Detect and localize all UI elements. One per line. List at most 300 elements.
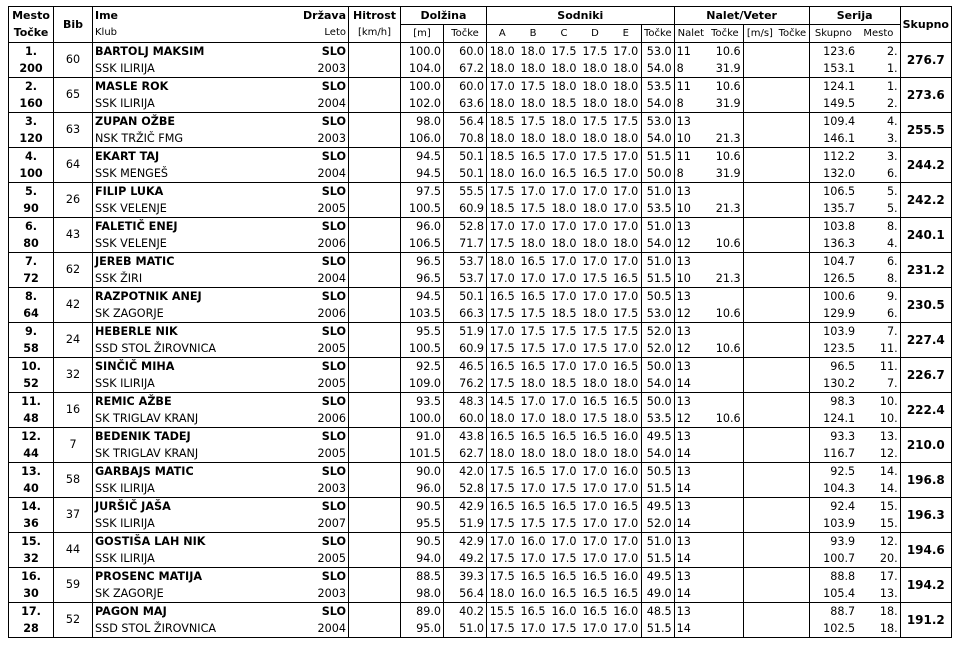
gate-points: 21.3 xyxy=(707,270,743,288)
table-row xyxy=(9,603,952,621)
rank: 16. xyxy=(9,568,54,586)
distance-points: 76.2 xyxy=(444,375,487,393)
judge-score: 17.0 xyxy=(518,550,549,568)
speed xyxy=(349,533,401,551)
club: SSD STOL ŽIROVNICA xyxy=(93,340,264,358)
judge-score: 18.0 xyxy=(549,235,580,253)
judge-score: 17.0 xyxy=(611,550,642,568)
judge-score: 15.5 xyxy=(489,604,515,618)
table-row xyxy=(9,428,952,446)
judge-score: 17.0 xyxy=(582,254,608,268)
header-row-1 xyxy=(9,7,952,25)
speed xyxy=(349,270,401,288)
style-points: 53.0 xyxy=(642,43,675,61)
judge-score: 18.0 xyxy=(549,445,580,463)
judge-score: 17.0 xyxy=(582,534,608,548)
judge-score: 17.5 xyxy=(580,270,611,288)
wind-points xyxy=(776,585,809,603)
rank-points: 80 xyxy=(9,235,54,253)
judge-score: 17.5 xyxy=(611,323,642,341)
gate-points: 31.9 xyxy=(707,95,743,113)
round-rank: 20. xyxy=(857,550,900,568)
judge-score: 17.0 xyxy=(611,480,642,498)
rank-points: 58 xyxy=(9,340,54,358)
bib: 60 xyxy=(54,43,93,78)
wind xyxy=(743,183,776,201)
speed xyxy=(349,165,401,183)
gate-points xyxy=(707,358,743,376)
judge-score: 17.0 xyxy=(580,515,611,533)
round-total: 109.4 xyxy=(823,114,856,128)
wind-points xyxy=(776,95,809,113)
header-m: [m] xyxy=(401,25,444,43)
judge-score: 18.0 xyxy=(549,200,580,218)
judge-score: 17.5 xyxy=(582,149,608,163)
judge-score: 16.0 xyxy=(520,534,546,548)
gate: 10 xyxy=(674,200,707,218)
grand-total: 194.2 xyxy=(900,568,951,603)
distance-points: 60.0 xyxy=(444,78,487,96)
athlete-name: PAGON MAJ xyxy=(95,604,167,618)
round-rank: 6. xyxy=(857,165,900,183)
table-row xyxy=(9,148,952,166)
club: SK ZAGORJE xyxy=(93,585,264,603)
style-points: 53.0 xyxy=(642,113,675,131)
wind xyxy=(743,78,776,96)
speed xyxy=(349,148,401,166)
header-judge-d: D xyxy=(580,25,611,43)
athlete-name: SINČIČ MIHA xyxy=(95,359,175,373)
header-klub: Klub xyxy=(93,25,264,43)
round-rank: 2. xyxy=(857,43,900,61)
header-judge-e: E xyxy=(611,25,642,43)
table-row-second-jump xyxy=(9,60,952,78)
grand-total: 196.8 xyxy=(900,463,951,498)
wind xyxy=(743,323,776,341)
wind xyxy=(743,288,776,306)
speed xyxy=(349,235,401,253)
round-total: 135.7 xyxy=(809,200,857,218)
table-row xyxy=(9,253,952,271)
judge-score: 17.5 xyxy=(549,620,580,638)
birth-year: 2003 xyxy=(264,480,349,498)
header-dist-tocke: Točke xyxy=(444,25,487,43)
distance-points: 67.2 xyxy=(444,60,487,78)
round-total: 88.8 xyxy=(830,569,856,583)
wind xyxy=(743,603,776,621)
style-points: 50.0 xyxy=(642,165,675,183)
distance-points: 50.1 xyxy=(444,165,487,183)
distance-points: 50.1 xyxy=(444,288,487,306)
rank-points: 28 xyxy=(9,620,54,638)
judge-score: 18.0 xyxy=(489,254,515,268)
athlete-name: FALETIČ ENEJ xyxy=(95,219,178,233)
bib: 43 xyxy=(54,218,93,253)
header-drzava: Država xyxy=(264,7,349,25)
speed xyxy=(349,498,401,516)
nation: SLO xyxy=(264,463,349,481)
judge-score: 16.5 xyxy=(549,585,580,603)
round-total: 96.5 xyxy=(830,359,856,373)
round-rank: 6. xyxy=(857,305,900,323)
header-sodniki: Sodniki xyxy=(487,7,675,25)
distance: 100.0 xyxy=(401,410,444,428)
distance-points: 63.6 xyxy=(444,95,487,113)
gate-points: 31.9 xyxy=(707,60,743,78)
distance: 95.5 xyxy=(401,515,444,533)
wind-points xyxy=(776,200,809,218)
nation: SLO xyxy=(264,568,349,586)
judge-score: 18.5 xyxy=(487,200,518,218)
gate-points: 31.9 xyxy=(707,165,743,183)
judge-score: 14.5 xyxy=(489,394,515,408)
athlete-name: BEDENIK TADEJ xyxy=(95,429,191,443)
distance: 90.5 xyxy=(401,533,444,551)
round-rank: 2. xyxy=(857,95,900,113)
gate: 13 xyxy=(676,359,691,373)
grand-total: 191.2 xyxy=(900,603,951,638)
judge-score: 16.5 xyxy=(611,393,642,411)
judge-score: 16.5 xyxy=(582,394,608,408)
round-total: 149.5 xyxy=(809,95,857,113)
judge-score: 17.0 xyxy=(520,219,546,233)
style-points: 50.0 xyxy=(642,358,675,376)
wind xyxy=(743,235,776,253)
round-total: 88.7 xyxy=(830,604,856,618)
athlete-name: FILIP LUKA xyxy=(95,184,164,198)
judge-score: 17.5 xyxy=(487,235,518,253)
nation: SLO xyxy=(264,113,349,131)
round-rank: 17. xyxy=(857,568,900,586)
judge-score: 16.0 xyxy=(611,428,642,446)
judge-score: 16.5 xyxy=(520,289,546,303)
rank-points: 200 xyxy=(9,60,54,78)
judge-score: 18.5 xyxy=(489,114,515,128)
wind xyxy=(743,270,776,288)
judge-score: 18.0 xyxy=(487,410,518,428)
round-total: 93.9 xyxy=(830,534,856,548)
judge-score: 18.0 xyxy=(487,95,518,113)
athlete-name: MASLE ROK xyxy=(95,79,169,93)
judge-score: 17.0 xyxy=(582,499,608,513)
header-gate-tocke: Točke xyxy=(707,25,743,43)
wind xyxy=(743,358,776,376)
distance-points: 42.9 xyxy=(444,533,487,551)
club: SSK VELENJE xyxy=(93,200,264,218)
nation: SLO xyxy=(264,253,349,271)
wind xyxy=(743,43,776,61)
bib: 44 xyxy=(54,533,93,568)
speed xyxy=(349,323,401,341)
round-rank: 7. xyxy=(857,323,900,341)
round-rank: 11. xyxy=(857,340,900,358)
judge-score: 18.5 xyxy=(489,149,515,163)
speed xyxy=(349,78,401,96)
club: SSK VELENJE xyxy=(93,235,264,253)
gate-points xyxy=(707,113,743,131)
round-total: 92.5 xyxy=(830,464,856,478)
nation: SLO xyxy=(264,393,349,411)
bib: 37 xyxy=(54,498,93,533)
wind-points xyxy=(776,43,809,61)
distance: 100.5 xyxy=(401,340,444,358)
gate: 13 xyxy=(676,219,691,233)
rank-points: 100 xyxy=(9,165,54,183)
wind-points xyxy=(776,393,809,411)
distance: 98.0 xyxy=(401,585,444,603)
gate-points: 21.3 xyxy=(707,200,743,218)
distance: 90.0 xyxy=(401,463,444,481)
distance-points: 49.2 xyxy=(444,550,487,568)
wind xyxy=(743,410,776,428)
judge-score: 18.0 xyxy=(487,130,518,148)
round-total: 129.9 xyxy=(809,305,857,323)
distance-points: 43.8 xyxy=(444,428,487,446)
judge-score: 17.0 xyxy=(582,464,608,478)
judge-score: 18.0 xyxy=(518,375,549,393)
distance: 102.0 xyxy=(401,95,444,113)
rank-points: 40 xyxy=(9,480,54,498)
judge-score: 17.0 xyxy=(549,340,580,358)
round-rank: 14. xyxy=(857,463,900,481)
nation: SLO xyxy=(264,183,349,201)
rank-points: 72 xyxy=(9,270,54,288)
wind-points xyxy=(776,340,809,358)
judge-score: 17.5 xyxy=(487,305,518,323)
header-ime: Ime xyxy=(93,7,264,25)
judge-score: 16.5 xyxy=(551,499,577,513)
distance: 95.5 xyxy=(401,323,444,341)
bib: 52 xyxy=(54,603,93,638)
judge-score: 18.0 xyxy=(518,95,549,113)
grand-total: 276.7 xyxy=(900,43,951,78)
table-row-second-jump xyxy=(9,235,952,253)
judge-score: 18.0 xyxy=(580,95,611,113)
gate: 11 xyxy=(676,44,691,58)
distance: 94.5 xyxy=(401,165,444,183)
judge-score: 17.0 xyxy=(611,515,642,533)
grand-total: 240.1 xyxy=(900,218,951,253)
round-rank: 13. xyxy=(857,585,900,603)
nation: SLO xyxy=(264,148,349,166)
header-wind-tocke: Točke xyxy=(776,25,809,43)
judge-score: 16.5 xyxy=(520,604,546,618)
gate-points: 10.6 xyxy=(707,410,743,428)
gate: 13 xyxy=(676,254,691,268)
wind-points xyxy=(776,305,809,323)
judge-score: 16.0 xyxy=(611,568,642,586)
round-rank: 13. xyxy=(857,428,900,446)
distance-points: 53.7 xyxy=(444,270,487,288)
results-table xyxy=(8,6,952,638)
rank: 17. xyxy=(9,603,54,621)
judge-score: 17.0 xyxy=(611,288,642,306)
bib: 32 xyxy=(54,358,93,393)
gate: 11 xyxy=(676,79,691,93)
table-row-second-jump xyxy=(9,620,952,638)
birth-year: 2004 xyxy=(264,95,349,113)
birth-year: 2006 xyxy=(264,410,349,428)
rank: 8. xyxy=(9,288,54,306)
judge-score: 17.0 xyxy=(551,149,577,163)
nation: SLO xyxy=(264,603,349,621)
judge-score: 17.0 xyxy=(582,219,608,233)
style-points: 49.0 xyxy=(642,585,675,603)
round-rank: 18. xyxy=(857,620,900,638)
round-total: 153.1 xyxy=(809,60,857,78)
judge-score: 16.5 xyxy=(582,569,608,583)
judge-score: 17.0 xyxy=(611,218,642,236)
wind-points xyxy=(776,428,809,446)
club: SSK ILIRIJA xyxy=(93,515,264,533)
judge-score: 18.0 xyxy=(580,235,611,253)
table-row-second-jump xyxy=(9,375,952,393)
wind xyxy=(743,253,776,271)
table-row xyxy=(9,78,952,96)
nation: SLO xyxy=(264,288,349,306)
round-rank: 4. xyxy=(857,235,900,253)
judge-score: 18.0 xyxy=(518,60,549,78)
distance: 103.5 xyxy=(401,305,444,323)
distance-points: 66.3 xyxy=(444,305,487,323)
judge-score: 17.0 xyxy=(611,253,642,271)
judge-score: 17.0 xyxy=(489,79,515,93)
judge-score: 17.0 xyxy=(611,533,642,551)
round-rank: 11. xyxy=(857,358,900,376)
judge-score: 17.5 xyxy=(518,340,549,358)
round-total: 124.1 xyxy=(809,410,857,428)
grand-total: 244.2 xyxy=(900,148,951,183)
athlete-name: JURŠIČ JAŠA xyxy=(95,499,171,513)
bib: 42 xyxy=(54,288,93,323)
round-rank: 15. xyxy=(857,515,900,533)
gate: 13 xyxy=(676,289,691,303)
club: SSK ŽIRI xyxy=(93,270,264,288)
judge-score: 17.0 xyxy=(580,620,611,638)
round-rank: 14. xyxy=(857,480,900,498)
athlete-name: PROSENC MATIJA xyxy=(95,569,203,583)
round-total: 126.5 xyxy=(809,270,857,288)
judge-score: 16.5 xyxy=(580,585,611,603)
style-points: 51.5 xyxy=(642,550,675,568)
rank: 5. xyxy=(9,183,54,201)
judge-score: 18.0 xyxy=(518,130,549,148)
round-rank: 12. xyxy=(857,445,900,463)
wind xyxy=(743,148,776,166)
judge-score: 18.0 xyxy=(487,165,518,183)
gate: 12 xyxy=(674,305,707,323)
bib: 64 xyxy=(54,148,93,183)
judge-score: 18.0 xyxy=(611,375,642,393)
judge-score: 17.5 xyxy=(487,620,518,638)
round-total: 92.4 xyxy=(830,499,856,513)
judge-score: 17.0 xyxy=(580,550,611,568)
judge-score: 17.5 xyxy=(489,569,515,583)
distance: 100.0 xyxy=(401,78,444,96)
nation: SLO xyxy=(264,498,349,516)
grand-total: 227.4 xyxy=(900,323,951,358)
judge-score: 17.0 xyxy=(551,254,577,268)
judge-score: 17.5 xyxy=(520,79,546,93)
round-rank: 18. xyxy=(857,603,900,621)
judge-score: 18.0 xyxy=(611,60,642,78)
round-total: 106.5 xyxy=(823,184,856,198)
gate: 13 xyxy=(676,394,691,408)
distance: 104.0 xyxy=(401,60,444,78)
distance-points: 62.7 xyxy=(444,445,487,463)
speed xyxy=(349,340,401,358)
judge-score: 17.0 xyxy=(551,464,577,478)
judge-score: 16.5 xyxy=(611,585,642,603)
gate-points xyxy=(707,288,743,306)
speed xyxy=(349,95,401,113)
style-points: 51.5 xyxy=(642,270,675,288)
wind-points xyxy=(776,130,809,148)
distance: 109.0 xyxy=(401,375,444,393)
round-rank: 1. xyxy=(857,60,900,78)
style-points: 51.0 xyxy=(642,533,675,551)
wind-points xyxy=(776,235,809,253)
judge-score: 17.0 xyxy=(518,410,549,428)
judge-score: 17.0 xyxy=(611,183,642,201)
table-row xyxy=(9,568,952,586)
birth-year: 2006 xyxy=(264,235,349,253)
round-rank: 3. xyxy=(857,148,900,166)
round-total: 102.5 xyxy=(809,620,857,638)
judge-score: 18.0 xyxy=(487,445,518,463)
style-points: 49.5 xyxy=(642,568,675,586)
judge-score: 16.0 xyxy=(611,603,642,621)
judge-score: 18.0 xyxy=(549,130,580,148)
club: SK TRIGLAV KRANJ xyxy=(93,410,264,428)
distance-points: 55.5 xyxy=(444,183,487,201)
round-rank: 5. xyxy=(857,200,900,218)
club: SSK ILIRIJA xyxy=(93,480,264,498)
bib: 58 xyxy=(54,463,93,498)
speed xyxy=(349,43,401,61)
distance: 89.0 xyxy=(401,603,444,621)
style-points: 51.5 xyxy=(642,480,675,498)
round-total: 105.4 xyxy=(809,585,857,603)
judge-score: 16.5 xyxy=(611,358,642,376)
rank: 4. xyxy=(9,148,54,166)
club: SSK ILIRIJA xyxy=(93,550,264,568)
wind-points xyxy=(776,148,809,166)
round-rank: 15. xyxy=(857,498,900,516)
wind-points xyxy=(776,445,809,463)
judge-score: 16.5 xyxy=(489,289,515,303)
nation: SLO xyxy=(264,323,349,341)
judge-score: 17.0 xyxy=(582,359,608,373)
header-judge-c: C xyxy=(549,25,580,43)
gate-points xyxy=(707,323,743,341)
wind-points xyxy=(776,288,809,306)
distance-points: 52.8 xyxy=(444,480,487,498)
judge-score: 17.5 xyxy=(582,324,608,338)
judge-score: 18.0 xyxy=(487,585,518,603)
wind-points xyxy=(776,183,809,201)
speed xyxy=(349,130,401,148)
style-points: 54.0 xyxy=(642,235,675,253)
birth-year: 2005 xyxy=(264,340,349,358)
speed xyxy=(349,305,401,323)
distance-points: 56.4 xyxy=(444,113,487,131)
wind xyxy=(743,498,776,516)
table-row-second-jump xyxy=(9,410,952,428)
round-rank: 10. xyxy=(857,393,900,411)
distance-points: 42.9 xyxy=(444,498,487,516)
gate: 13 xyxy=(676,534,691,548)
